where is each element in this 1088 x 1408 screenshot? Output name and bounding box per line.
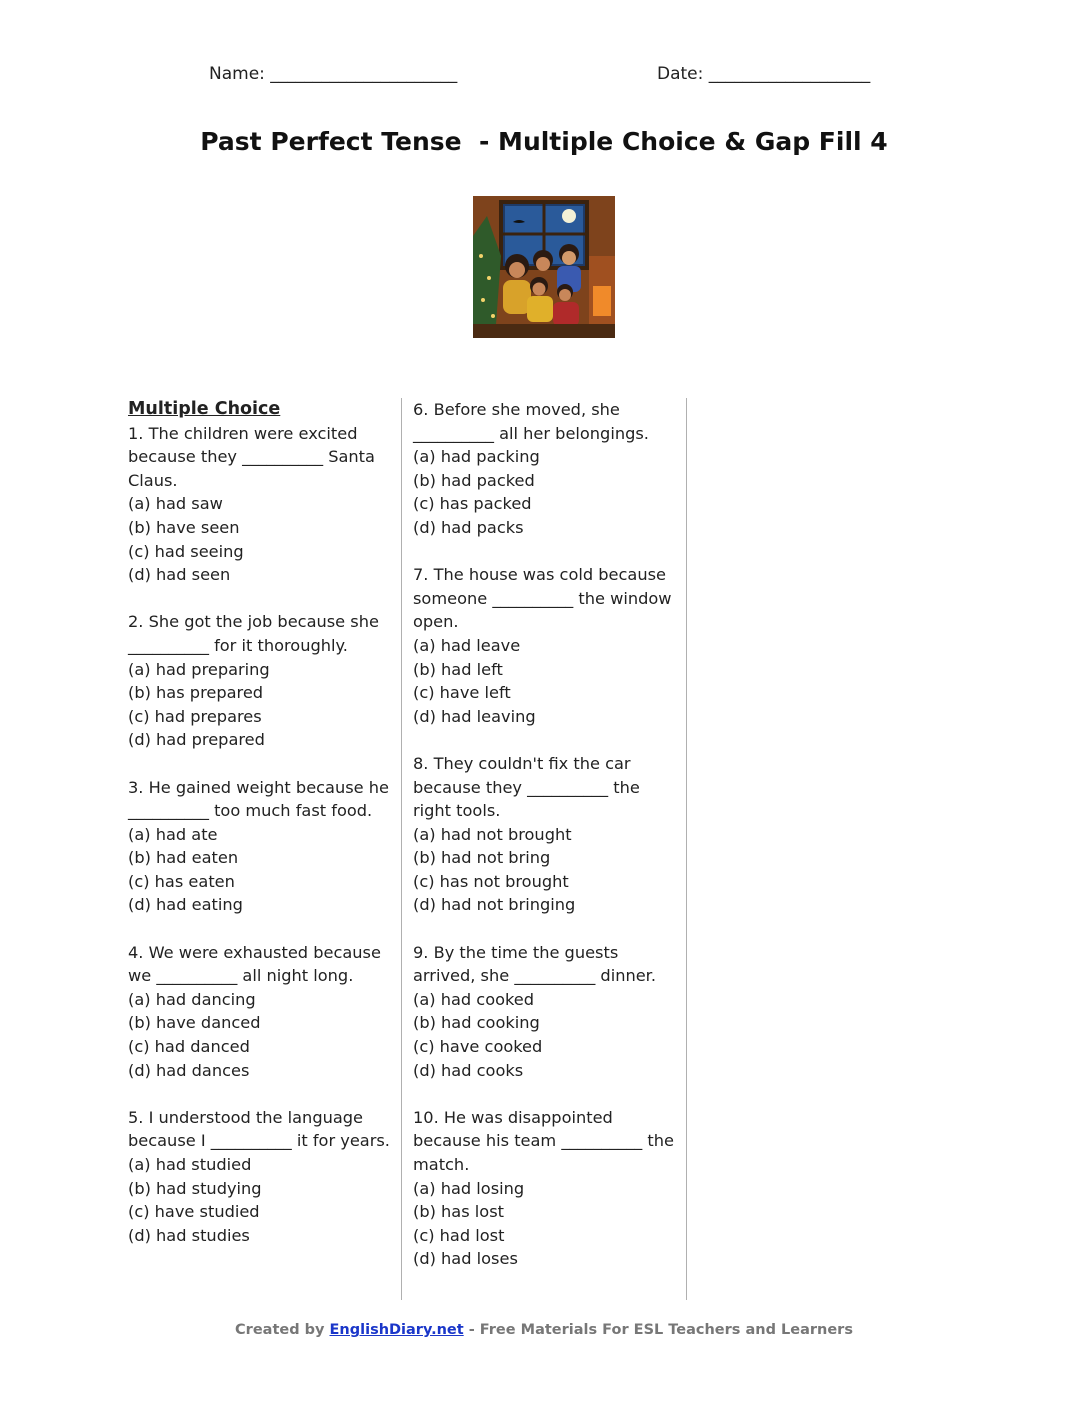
question-5: [128, 1106, 390, 1248]
englishdiary-link[interactable]: EnglishDiary.net: [329, 1322, 464, 1338]
name-field[interactable]: Name: ______________________: [209, 64, 458, 84]
option-a[interactable]: (a) had saw: [128, 494, 223, 514]
option-c[interactable]: (c) has not brought: [413, 871, 569, 891]
questions-column-left: [128, 398, 390, 1271]
option-b[interactable]: (b) had eaten: [128, 848, 239, 868]
question-stem: 3. He gained weight because he __________ too much fast food.: [128, 777, 389, 821]
question-3: [128, 776, 390, 918]
option-a[interactable]: (a) had cooked: [413, 989, 535, 1009]
option-d[interactable]: (d) had packs: [413, 517, 524, 537]
option-b[interactable]: (b) had packed: [413, 470, 535, 490]
footer-suffix: - Free Materials For ESL Teachers and Learners: [463, 1322, 853, 1338]
date-field[interactable]: Date: ___________________: [657, 64, 871, 84]
option-c[interactable]: (c) had danced: [128, 1037, 250, 1057]
option-a[interactable]: (a) had leave: [413, 635, 521, 655]
option-a[interactable]: (a) had dancing: [128, 989, 256, 1009]
option-c[interactable]: (c) had lost: [413, 1225, 505, 1245]
option-b[interactable]: (b) had left: [413, 659, 503, 679]
question-4: [128, 941, 390, 1083]
option-c[interactable]: (c) had seeing: [128, 541, 244, 561]
option-d[interactable]: (d) had studies: [128, 1225, 250, 1245]
option-d[interactable]: (d) had eating: [128, 895, 243, 915]
option-a[interactable]: (a) had ate: [128, 824, 218, 844]
option-d[interactable]: (d) had prepared: [128, 730, 265, 750]
option-c[interactable]: (c) had prepares: [128, 706, 262, 726]
option-d[interactable]: (d) had loses: [413, 1249, 518, 1269]
question-stem: 10. He was disappointed because his team __________ the match.: [413, 1107, 674, 1174]
worksheet-title: Past Perfect Tense - Multiple Choice & Gap Fill 4: [200, 127, 888, 156]
option-b[interactable]: (b) had cooking: [413, 1013, 540, 1033]
option-a[interactable]: (a) had studied: [128, 1155, 252, 1174]
question-stem: 8. They couldn't fix the car because they __________ the right tools.: [413, 753, 640, 821]
option-c[interactable]: (c) has eaten: [128, 871, 235, 891]
option-c[interactable]: (c) have cooked: [413, 1037, 543, 1057]
option-a[interactable]: (a) had preparing: [128, 659, 270, 679]
question-stem: 4. We were exhausted because we __________ all night long.: [128, 942, 381, 986]
option-c[interactable]: (c) have studied: [128, 1202, 260, 1222]
option-b[interactable]: (b) have seen: [128, 517, 240, 537]
option-a[interactable]: (a) had packing: [413, 447, 540, 467]
footer-prefix: Created by: [235, 1322, 330, 1338]
option-b[interactable]: (b) has lost: [413, 1202, 504, 1222]
option-d[interactable]: (d) had leaving: [413, 706, 536, 726]
questions-column-right: [413, 398, 675, 1295]
option-b[interactable]: (b) had not bring: [413, 848, 551, 868]
question-stem: 6. Before she moved, she __________ all her belongings.: [413, 400, 649, 443]
question-stem: 5. I understood the language because I __________ it for years.: [128, 1107, 390, 1151]
option-c[interactable]: (c) have left: [413, 683, 511, 703]
option-a[interactable]: (a) had not brought: [413, 824, 572, 844]
question-10: [413, 1106, 675, 1271]
question-stem: 1. The children were excited because they __________ Santa Claus.: [128, 423, 375, 490]
question-2: [128, 610, 390, 752]
question-7: [413, 563, 675, 728]
option-d[interactable]: (d) had not bringing: [413, 895, 576, 915]
question-stem: 7. The house was cold because someone __________ the window open.: [413, 565, 672, 632]
section-heading: Multiple Choice: [128, 399, 281, 419]
footer: [0, 1322, 1088, 1338]
column-divider: [686, 398, 687, 1300]
option-b[interactable]: (b) has prepared: [128, 683, 264, 703]
option-b[interactable]: (b) had studying: [128, 1178, 262, 1198]
option-b[interactable]: (b) have danced: [128, 1013, 261, 1033]
option-d[interactable]: (d) had dances: [128, 1060, 250, 1080]
question-6: [413, 398, 675, 540]
question-stem: 2. She got the job because she __________ for it thoroughly.: [128, 612, 379, 655]
children-window-illustration: [473, 196, 615, 338]
question-8: [413, 752, 675, 917]
option-d[interactable]: (d) had seen: [128, 565, 231, 585]
column-divider: [401, 398, 402, 1300]
option-c[interactable]: (c) has packed: [413, 494, 532, 514]
question-1: [128, 422, 390, 587]
question-9: [413, 941, 675, 1083]
question-stem: 9. By the time the guests arrived, she __________ dinner.: [413, 942, 656, 986]
option-a[interactable]: (a) had losing: [413, 1178, 525, 1198]
option-d[interactable]: (d) had cooks: [413, 1060, 524, 1080]
